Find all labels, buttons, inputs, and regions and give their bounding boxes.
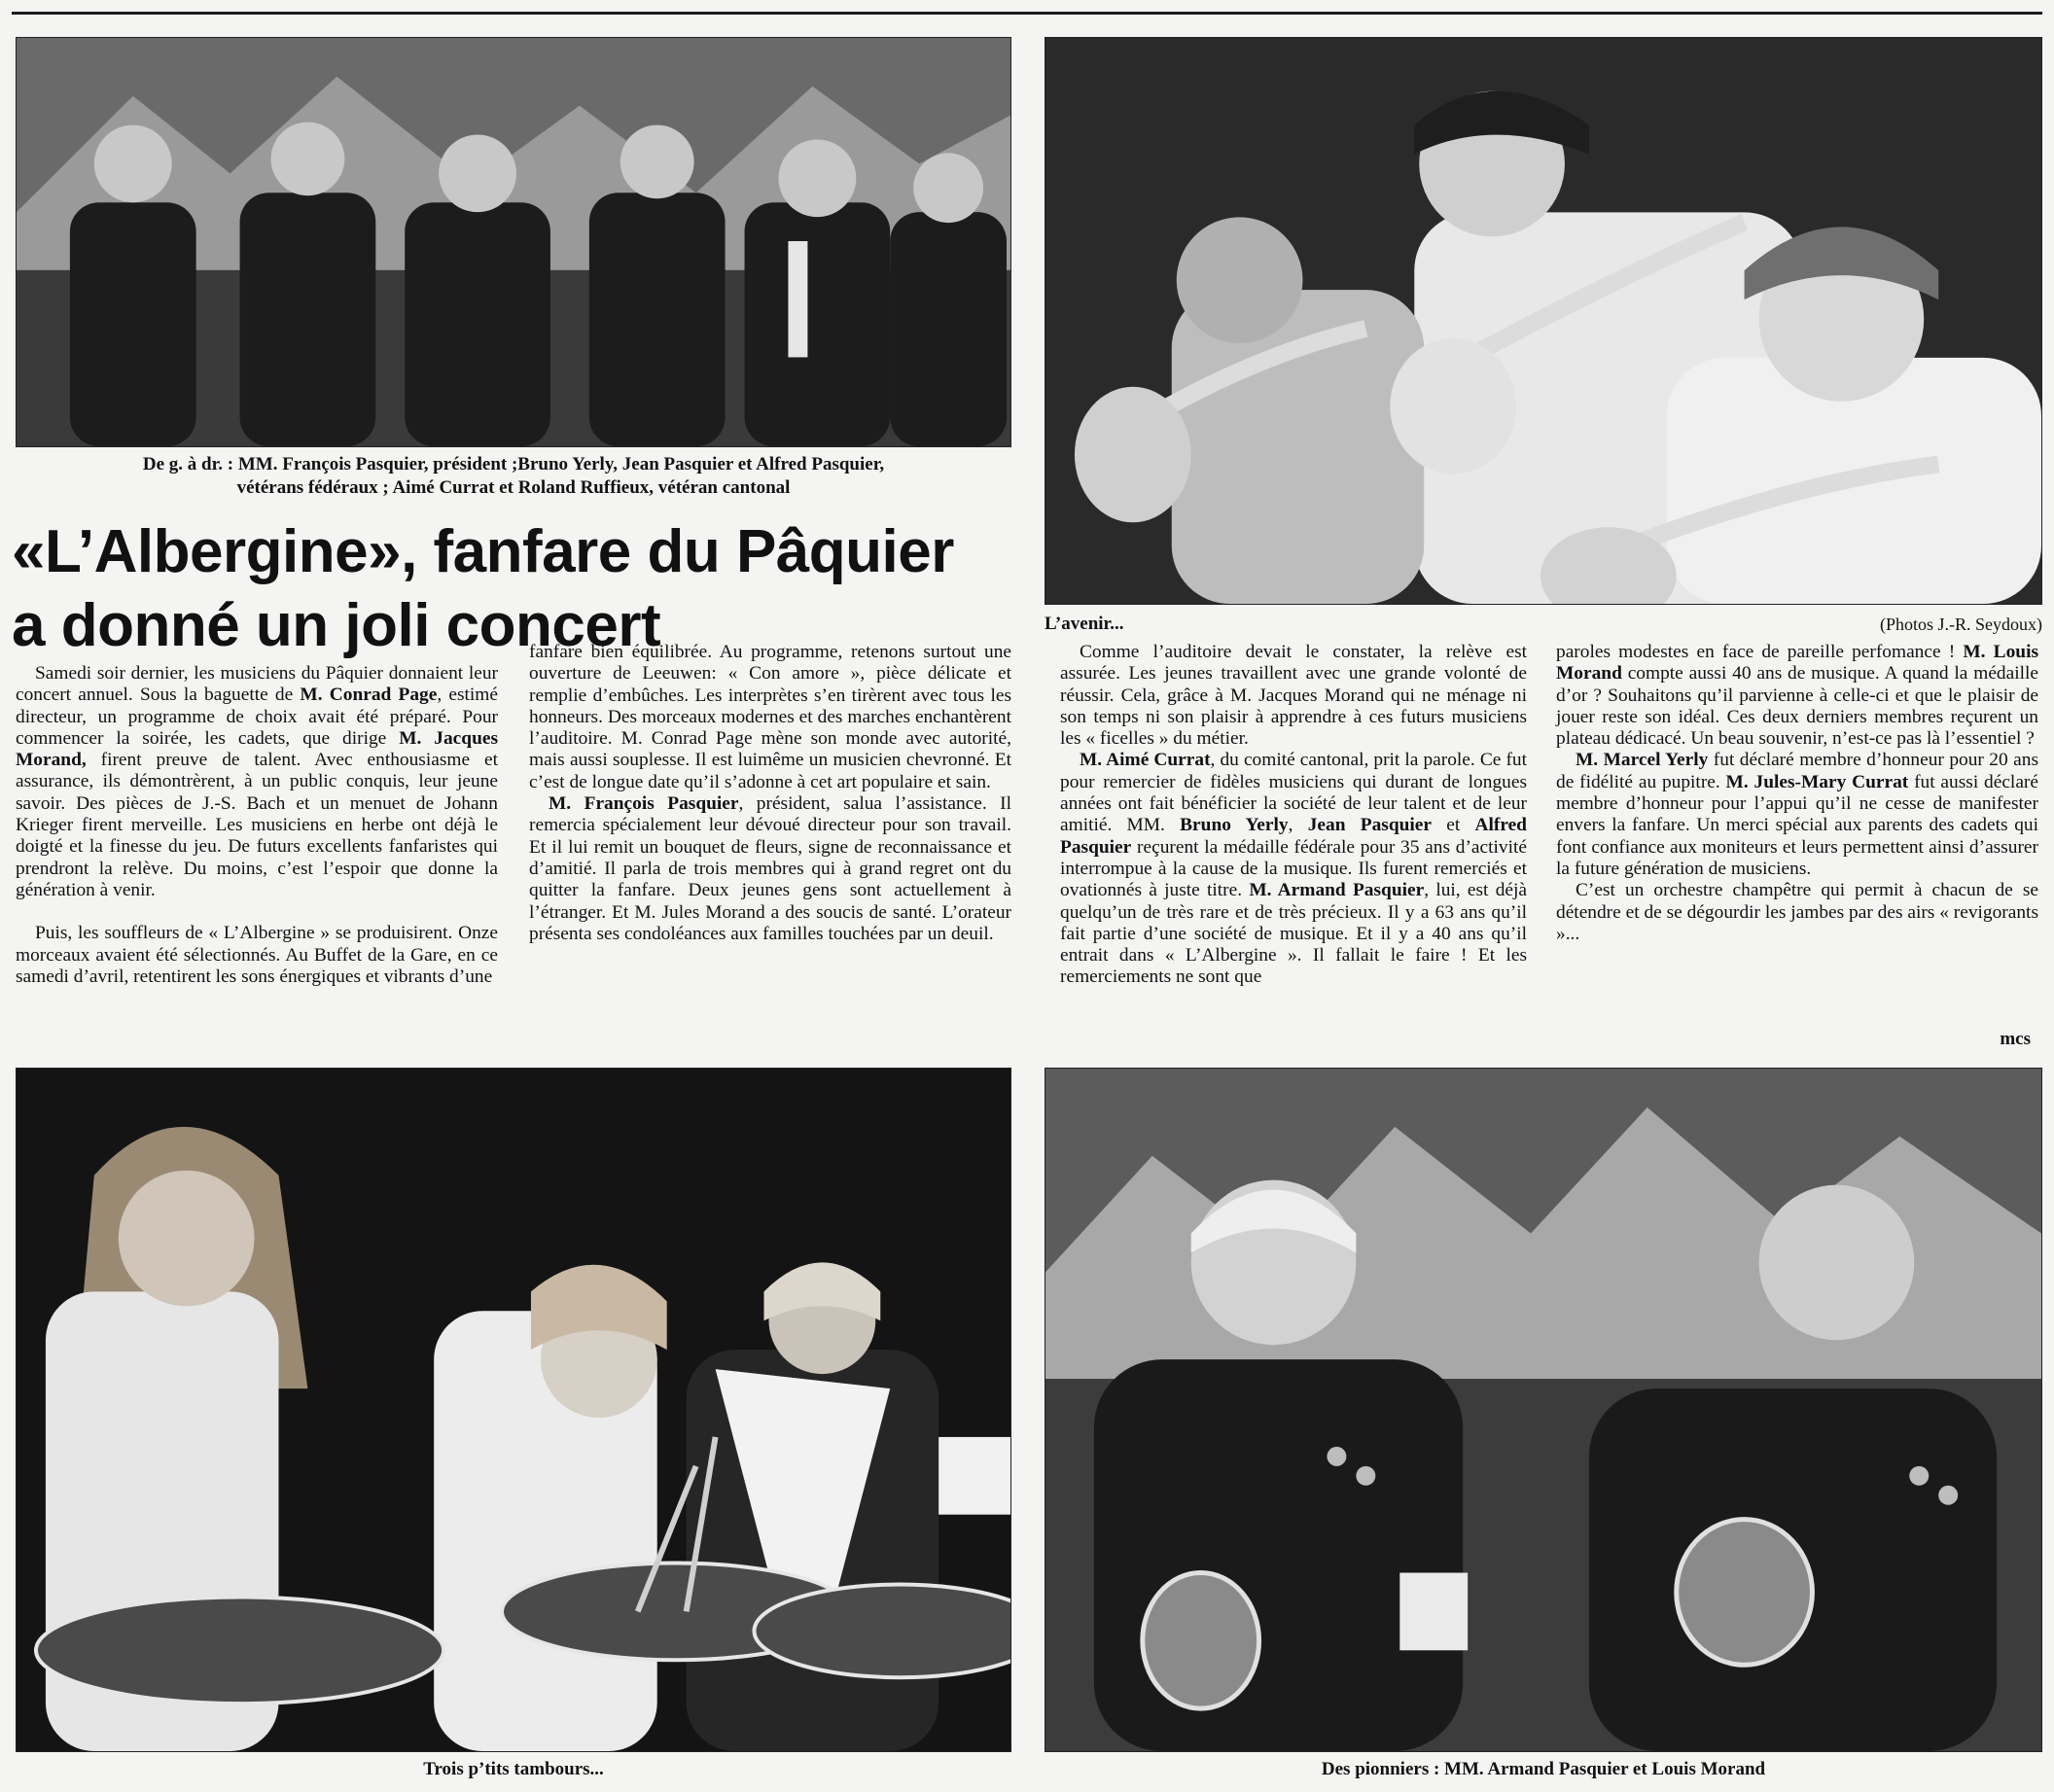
paragraph: fanfare bien équilibrée. Au programme, retenons surtout une ouverture de Leeuwen: « Con amore », pièce délicate et remplie d’embûches. Les interprètes s’en tirèrent avec tous les honneurs. Des morceaux modernes et des marches enchantèrent l’auditoire. M. Conrad Page mène son monde avec autorité, mais aussi souplesse. Il est luimême un musicien chevronné. Et c’est de longue date qu’il s’adonne à cet art populaire et sain. bbox=[529, 642, 1011, 792]
photo-credit: (Photos J.-R. Seydoux) bbox=[1879, 615, 2042, 634]
article-column-1 bbox=[16, 663, 498, 988]
photo-group-portrait bbox=[16, 37, 1011, 447]
article-column-3 bbox=[1060, 642, 1527, 989]
caption-young-trumpeters: L’avenir... bbox=[1045, 614, 1124, 634]
article-column-4 bbox=[1556, 642, 2038, 945]
caption-pioneers: Des pionniers : MM. Armand Pasquier et Louis Morand bbox=[1321, 1759, 1766, 1779]
paragraph: paroles modestes en face de pareille perfomance ! M. Louis Morand compte aussi 40 ans de musique. A quand la médaille d’or ? Souhaitons qu’il parvienne à celle-ci et que le plaisir de jouer reste son idéal. Ces deux derniers membres reçurent un plateau dédicacé. Un beau souvenir, n’est-ce pas là l’essentiel ? bbox=[1556, 642, 2039, 750]
paragraph: M. Marcel Yerly fut déclaré membre d’honneur pour 20 ans de fidélité au pupitre. M. Jules-Mary Currat fut aussi déclaré membre d’honneur pour l’appui qu’il ne cesse de manifester envers la fanfare. Un merci spécial aux parents des cadets qui font confiance aux moniteurs et leurs permettent ainsi d’assurer la future génération de musiciens. bbox=[1556, 750, 2038, 879]
headline: «L’Albergine», fanfare du Pâquier a donné un joli concert bbox=[12, 518, 954, 659]
paragraph: M. François Pasquier, président, salua l’assistance. Il remercia spécialement leur dévoué directeur pour son travail. Et il lui remit un bouquet de fleurs, signe de reconnaissance et d’amitié. Il parla de trois membres qui à grand regret ont du quitter la fanfare. Deux jeunes gens sont actuellement à l’étranger. Et M. Jules Morand a des soucis de santé. L’orateur présenta ses condoléances aux familles touchées par un deuil. bbox=[529, 793, 1011, 944]
caption-drummers: Trois p’tits tambours... bbox=[423, 1759, 604, 1779]
photo-drummers bbox=[16, 1068, 1011, 1752]
paragraph: Comme l’auditoire devait le constater, la relève est assurée. Les jeunes travaillent avec une grande volonté de réussir. Cela, grâce à M. Jacques Morand qui ne ménage ni son temps ni son plaisir à apprendre à ces futurs musiciens les « ficelles » du métier. bbox=[1060, 642, 1527, 750]
paragraph: Samedi soir dernier, les musiciens du Pâquier donnaient leur concert annuel. Sous la baguette de M. Conrad Page, estimé directeur, un programme de choix avait été préparé. Pour commencer la soirée, les cadets, que dirige M. Jacques Morand, firent preuve de talent. Avec enthousiasme et assurance, ils démontrèrent, à un public conquis, leur jeune savoir. Des pièces de J.-S. Bach et un menuet de Johann Krieger firent merveille. Les musiciens en herbe ont déjà le doigté et la finesse du jeu. De futurs excellents fanfaristes qui prendront la relève. Du moins, c’est l’espoir que donne la génération à venir. bbox=[16, 663, 499, 900]
paragraph: Puis, les souffleurs de « L’Albergine » se produisirent. Onze morceaux avaient été sélectionnés. Au Buffet de la Gare, en ce samedi d’avril, retentirent les sons énergiques et vibrants d’une bbox=[16, 923, 498, 987]
photo-young-trumpeters bbox=[1045, 37, 2042, 605]
article-column-2 bbox=[529, 642, 1011, 945]
caption-group-portrait: De g. à dr. : MM. François Pasquier, président ;Bruno Yerly, Jean Pasquier et Alfred Pasquier, vétérans fédéraux ; Aimé Currat et Roland Ruffieux, vétéran cantonal bbox=[142, 454, 885, 498]
photo-pioneers bbox=[1045, 1068, 2042, 1752]
paragraph: M. Aimé Currat, du comité cantonal, prit la parole. Ce fut pour remercier de fidèles musiciens qui durant de longues années ont fait bénéficier la société de leur talent et de leur amitié. MM. Bruno Yerly, Jean Pasquier et Alfred Pasquier reçurent la médaille fédérale pour 35 ans d’activité interrompue à la cause de la musique. Ils furent remerciés et ovationnés à juste titre. M. Armand Pasquier, lui, est déjà quelqu’un de très rare et de très précieux. Il y a 63 ans qu’il fait partie d’une société de musique. Et il y a 40 ans qu’il entrait dans « L’Albergine ». Il fallait le faire ! Et les remerciements ne sont que bbox=[1060, 750, 1527, 988]
author-signature: mcs bbox=[2000, 1029, 2031, 1049]
paragraph: C’est un orchestre champêtre qui permit à chacun de se détendre et de se dégourdir les jambes par des airs « revigorants »... bbox=[1556, 880, 2038, 944]
top-rule bbox=[12, 12, 2042, 15]
